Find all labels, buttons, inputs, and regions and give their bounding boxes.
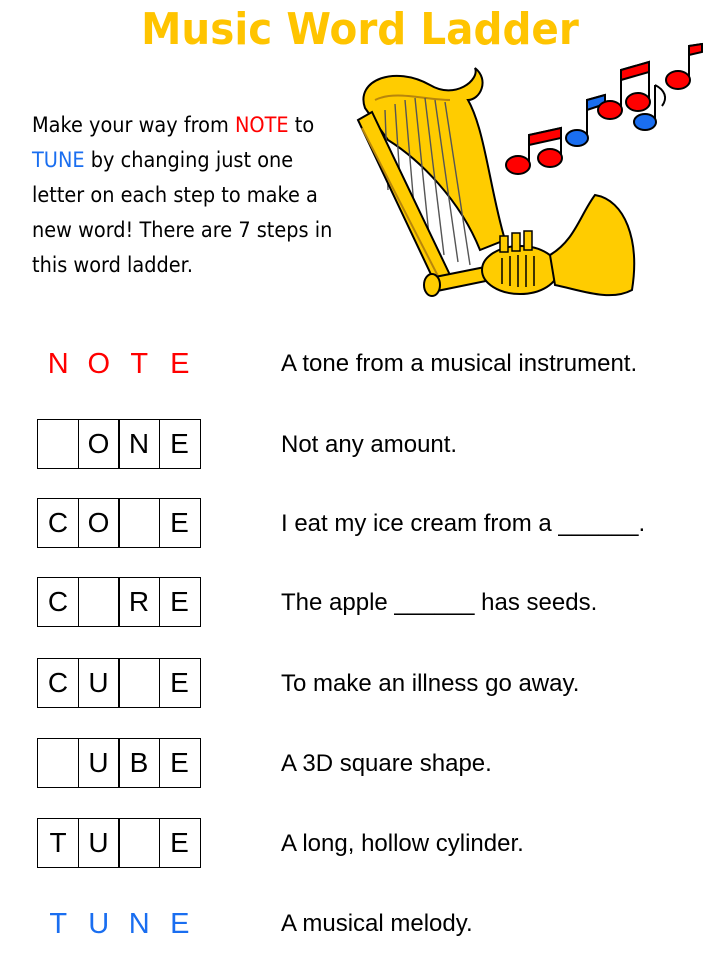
letter-box[interactable]: [118, 658, 160, 708]
letter-box[interactable]: U: [78, 818, 120, 868]
harp-icon: [358, 68, 505, 285]
clue-text: A tone from a musical instrument.: [281, 350, 638, 377]
letter-box[interactable]: E: [159, 577, 201, 627]
letter-box[interactable]: E: [159, 738, 201, 788]
end-word: TUNE: [32, 148, 85, 172]
ladder-row: [0, 419, 720, 471]
letter-box[interactable]: U: [78, 738, 120, 788]
letter-boxes: [37, 419, 201, 469]
start-word-letters: [38, 338, 200, 390]
page-title: Music Word Ladder: [141, 4, 579, 55]
clue-text: I eat my ice cream from a ______.: [281, 510, 646, 537]
intro-text-2: to: [288, 113, 315, 137]
letter: E: [170, 348, 190, 380]
letter-box[interactable]: N: [118, 419, 160, 469]
music-notes-icon: [506, 44, 702, 174]
letter-box[interactable]: C: [37, 658, 79, 708]
clue-text: Not any amount.: [281, 431, 458, 458]
letter-box[interactable]: [118, 818, 160, 868]
letter-box[interactable]: [118, 498, 160, 548]
clue-text: To make an illness go away.: [281, 670, 580, 697]
letter-box[interactable]: R: [118, 577, 160, 627]
letter-box[interactable]: [37, 738, 79, 788]
letter-box[interactable]: T: [37, 818, 79, 868]
music-illustration: [340, 40, 720, 310]
letter: T: [49, 908, 68, 940]
letter: E: [170, 908, 190, 940]
letter-box[interactable]: C: [37, 498, 79, 548]
letter-box[interactable]: O: [78, 498, 120, 548]
letter-box[interactable]: E: [159, 658, 201, 708]
letter-box[interactable]: C: [37, 577, 79, 627]
letter-box[interactable]: E: [159, 419, 201, 469]
clue-text: A 3D square shape.: [281, 750, 492, 777]
ladder-row: [0, 577, 720, 629]
letter: U: [88, 908, 110, 940]
clue-text: A musical melody.: [281, 910, 473, 937]
letter-boxes: [37, 738, 201, 788]
letter: N: [47, 348, 69, 380]
letter: T: [130, 348, 149, 380]
start-word: NOTE: [234, 113, 289, 137]
ladder-row-end: [0, 898, 720, 950]
letter-box[interactable]: [78, 577, 120, 627]
ladder-row: [0, 818, 720, 870]
clue-text: The apple ______ has seeds.: [281, 589, 598, 616]
letter-box[interactable]: B: [118, 738, 160, 788]
letter-boxes: [37, 818, 201, 868]
instructions: [32, 108, 336, 283]
end-word-letters: [38, 898, 200, 950]
ladder-row: [0, 738, 720, 790]
letter-box[interactable]: [37, 419, 79, 469]
ladder-row: [0, 498, 720, 550]
letter-box[interactable]: E: [159, 818, 201, 868]
intro-text-1: Make your way from: [32, 113, 235, 137]
letter-boxes: [37, 577, 201, 627]
letter: N: [128, 908, 150, 940]
letter-box[interactable]: E: [159, 498, 201, 548]
letter-box[interactable]: U: [78, 658, 120, 708]
ladder-row: [0, 658, 720, 710]
clue-text: A long, hollow cylinder.: [281, 830, 524, 857]
letter-box[interactable]: O: [78, 419, 120, 469]
ladder-row-start: [0, 338, 720, 390]
letter: O: [87, 348, 111, 380]
letter-boxes: [37, 498, 201, 548]
intro-text-3: by changing just one letter on each step to make a new word! There are 7 steps in this word ladder.: [32, 148, 333, 277]
letter-boxes: [37, 658, 201, 708]
